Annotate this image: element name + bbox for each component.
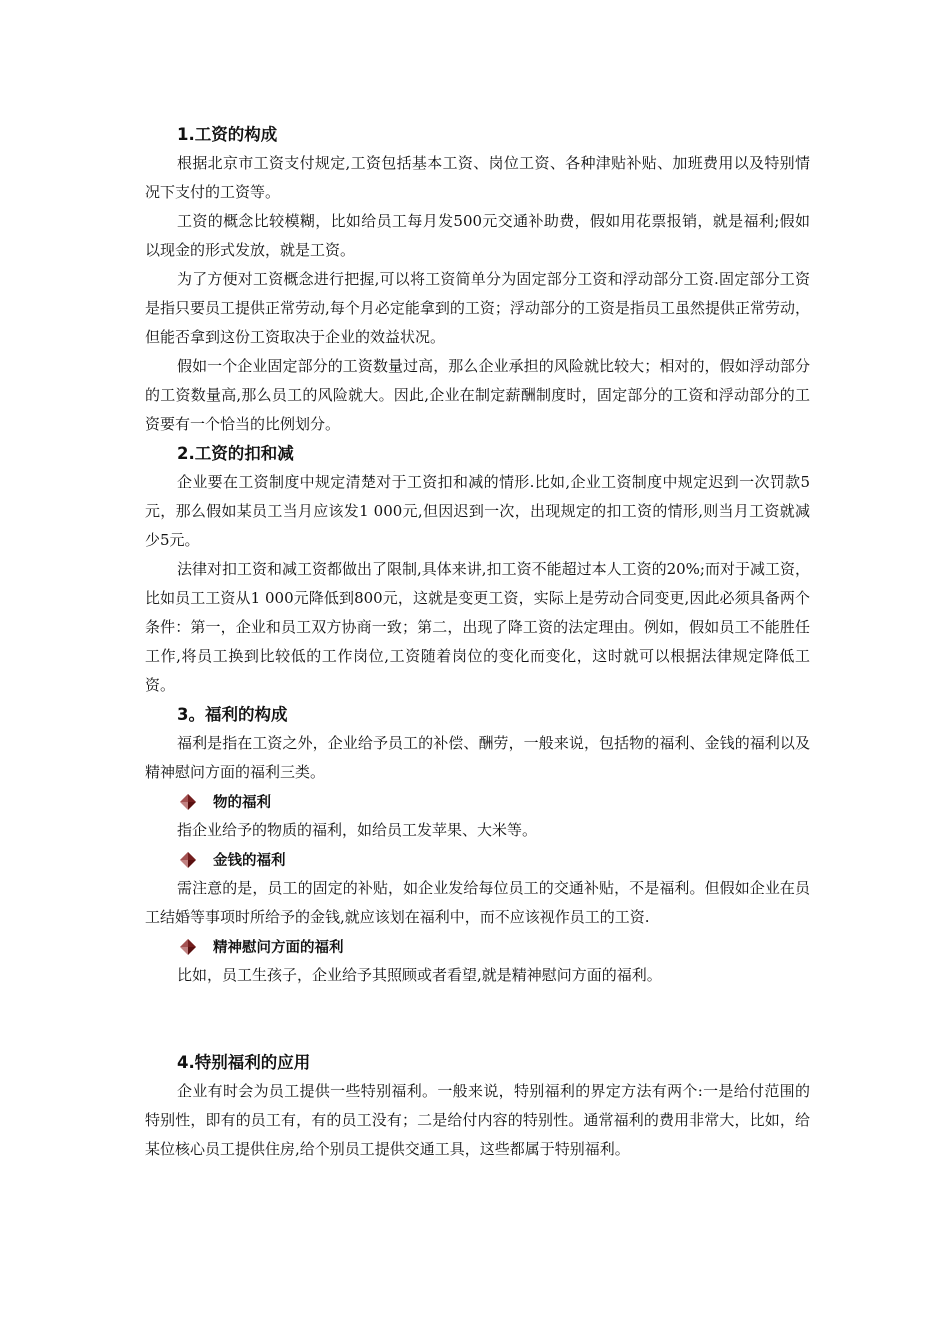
section-2-paragraph-2: 法律对扣工资和减工资都做出了限制,具体来讲,扣工资不能超过本人工资的20%;而对于减工资，比如员工工资从1 000元降低到800元，这就是变更工资，实际上是劳动合同变更,因此必须具备两个条件：第一，企业和员工双方协商一致；第二，出现了降工资的法定理由。例如，假如员工不能胜任工作,将员工换到比较低的工作岗位,工资随着岗位的变化而变化，这时就可以根据法律规定降低工资。 (145, 560, 810, 694)
bullet-text-3: 比如，员工生孩子，企业给予其照顾或者看望,就是精神慰问方面的福利。 (177, 966, 662, 984)
diamond-bullet-icon (179, 851, 197, 869)
bullet-text-2: 需注意的是，员工的固定的补贴，如企业发给每位员工的交通补贴，不是福利。但假如企业在员工结婚等事项时所给予的金钱,就应该划在福利中，而不应该视作员工的工资. (145, 879, 810, 926)
section-1-paragraph-3: 为了方便对工资概念进行把握,可以将工资简单分为固定部分工资和浮动部分工资.固定部分工资是指只要员工提供正常劳动,每个月必定能拿到的工资；浮动部分的工资是指员工虽然提供正常劳动，但能否拿到这份工资取决于企业的效益状况。 (145, 270, 810, 346)
section-spacer (145, 990, 810, 1048)
section-heading-3: 3。福利的构成 (177, 705, 288, 724)
diamond-bullet-icon (179, 793, 197, 811)
section-1-paragraph-4: 假如一个企业固定部分的工资数量过高，那么企业承担的风险就比较大；相对的，假如浮动部分的工资数量高,那么员工的风险就大。因此,企业在制定薪酬制度时，固定部分的工资和浮动部分的工资要有一个恰当的比例划分。 (145, 357, 810, 433)
bullet-label-3: 精神慰问方面的福利 (213, 940, 344, 956)
bullet-text-1: 指企业给予的物质的福利，如给员工发苹果、大米等。 (177, 821, 538, 839)
document-body (145, 120, 810, 1164)
section-4-paragraph-1: 企业有时会为员工提供一些特别福利。一般来说，特别福利的界定方法有两个:一是给付范围的特别性，即有的员工有，有的员工没有；二是给付内容的特别性。通常福利的费用非常大，比如，给某位核心员工提供住房,给个别员工提供交通工具，这些都属于特别福利。 (145, 1082, 810, 1158)
section-3-intro: 福利是指在工资之外，企业给予员工的补偿、酬劳，一般来说，包括物的福利、金钱的福利以及精神慰问方面的福利三类。 (145, 734, 810, 781)
bullet-item-3 (145, 932, 810, 961)
bullet-item-1 (145, 787, 810, 816)
section-heading-1: 1.工资的构成 (177, 125, 278, 144)
bullet-label-2: 金钱的福利 (213, 853, 286, 869)
bullet-label-1: 物的福利 (213, 795, 271, 811)
section-1-paragraph-2: 工资的概念比较模糊，比如给员工每月发500元交通补助费，假如用花票报销，就是福利;假如以现金的形式发放，就是工资。 (145, 212, 810, 259)
section-1-paragraph-1: 根据北京市工资支付规定,工资包括基本工资、岗位工资、各种津贴补贴、加班费用以及特别情况下支付的工资等。 (145, 154, 810, 201)
section-heading-2: 2.工资的扣和减 (177, 444, 294, 463)
bullet-item-2 (145, 845, 810, 874)
section-2-paragraph-1: 企业要在工资制度中规定清楚对于工资扣和减的情形.比如,企业工资制度中规定迟到一次罚款5元，那么假如某员工当月应该发1 000元,但因迟到一次，出现规定的扣工资的情形,则当月工资就减少5元。 (145, 473, 810, 549)
section-heading-4: 4.特别福利的应用 (177, 1053, 311, 1072)
diamond-bullet-icon (179, 938, 197, 956)
